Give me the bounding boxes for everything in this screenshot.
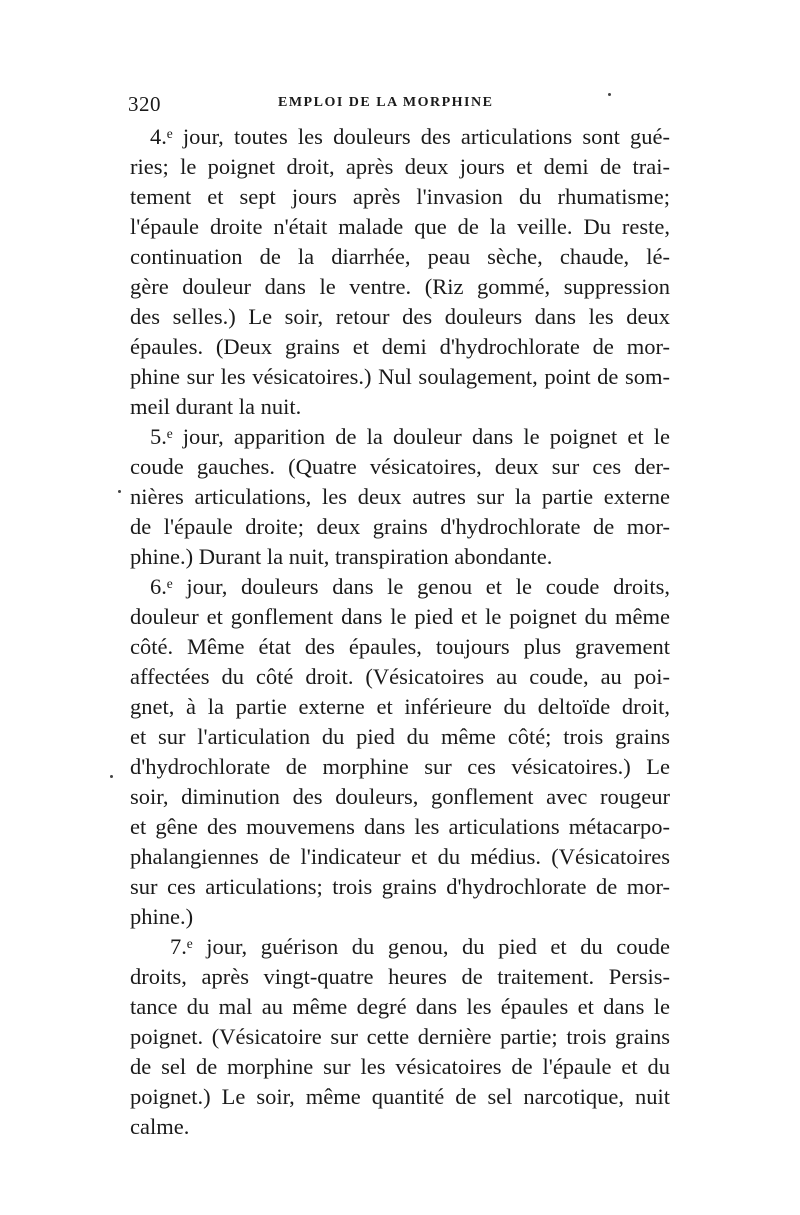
text-line: et gêne des mouvemens dans les articulations métacarpo- xyxy=(130,814,670,839)
text-line: meil durant la nuit. xyxy=(130,394,302,419)
text-line: ries; le poignet droit, après deux jours et demi de trai- xyxy=(130,154,670,179)
text-line: gère douleur dans le ventre. (Riz gommé, suppression xyxy=(130,274,670,299)
text-line: phine sur les vésicatoires.) Nul soulagement, point de som- xyxy=(130,364,670,389)
text-line: l'épaule droite n'était malade que de la veille. Du reste, xyxy=(130,214,670,239)
text-line: tement et sept jours après l'invasion du rhumatisme; xyxy=(130,184,670,209)
text-line: calme. xyxy=(130,1114,190,1139)
text-line: nières articulations, les deux autres sur la partie externe xyxy=(130,484,670,509)
print-speck xyxy=(118,490,121,493)
text-line: d'hydrochlorate de morphine sur ces vésicatoires.) Le xyxy=(130,754,670,779)
running-title: EMPLOI DE LA MORPHINE xyxy=(278,95,494,110)
text-line: côté. Même état des épaules, toujours plus gravement xyxy=(130,634,670,659)
text-line: 6.ᵉ jour, douleurs dans le genou et le coude droits, xyxy=(150,574,670,599)
text-line: soir, diminution des douleurs, gonflement avec rougeur xyxy=(130,784,670,809)
text-line: épaules. (Deux grains et demi d'hydrochlorate de mor- xyxy=(130,334,670,359)
text-line: douleur et gonflement dans le pied et le poignet du même xyxy=(130,604,670,629)
text-line: 4.ᵉ jour, toutes les douleurs des articulations sont gué- xyxy=(150,124,670,149)
print-speck xyxy=(110,775,113,778)
text-line: droits, après vingt-quatre heures de traitement. Persis- xyxy=(130,964,670,989)
text-line: poignet.) Le soir, même quantité de sel narcotique, nuit xyxy=(130,1084,670,1109)
running-head xyxy=(128,92,658,116)
text-line: gnet, à la partie externe et inférieure du deltoïde droit, xyxy=(130,694,670,719)
text-line: coude gauches. (Quatre vésicatoires, deux sur ces der- xyxy=(130,454,670,479)
page-number: 320 xyxy=(128,92,161,116)
text-line: phine.) Durant la nuit, transpiration abondante. xyxy=(130,544,553,569)
text-line: sur ces articulations; trois grains d'hydrochlorate de mor- xyxy=(130,874,670,899)
text-line: continuation de la diarrhée, peau sèche, chaude, lé- xyxy=(130,244,670,269)
text-line: de l'épaule droite; deux grains d'hydrochlorate de mor- xyxy=(130,514,670,539)
print-speck xyxy=(608,93,611,96)
text-line: et sur l'articulation du pied du même côté; trois grains xyxy=(130,724,670,749)
text-line: tance du mal au même degré dans les épaules et dans le xyxy=(130,994,670,1019)
text-line: des selles.) Le soir, retour des douleurs dans les deux xyxy=(130,304,670,329)
text-line: de sel de morphine sur les vésicatoires de l'épaule et du xyxy=(130,1054,670,1079)
text-line: 7.ᵉ jour, guérison du genou, du pied et du coude xyxy=(170,934,670,959)
text-line: poignet. (Vésicatoire sur cette dernière partie; trois grains xyxy=(130,1024,670,1049)
text-line: phalangiennes de l'indicateur et du médius. (Vésicatoires xyxy=(130,844,670,869)
text-line: affectées du côté droit. (Vésicatoires au coude, au poi- xyxy=(130,664,670,689)
text-line: phine.) xyxy=(130,904,194,929)
text-line: 5.ᵉ jour, apparition de la douleur dans le poignet et le xyxy=(150,424,670,449)
